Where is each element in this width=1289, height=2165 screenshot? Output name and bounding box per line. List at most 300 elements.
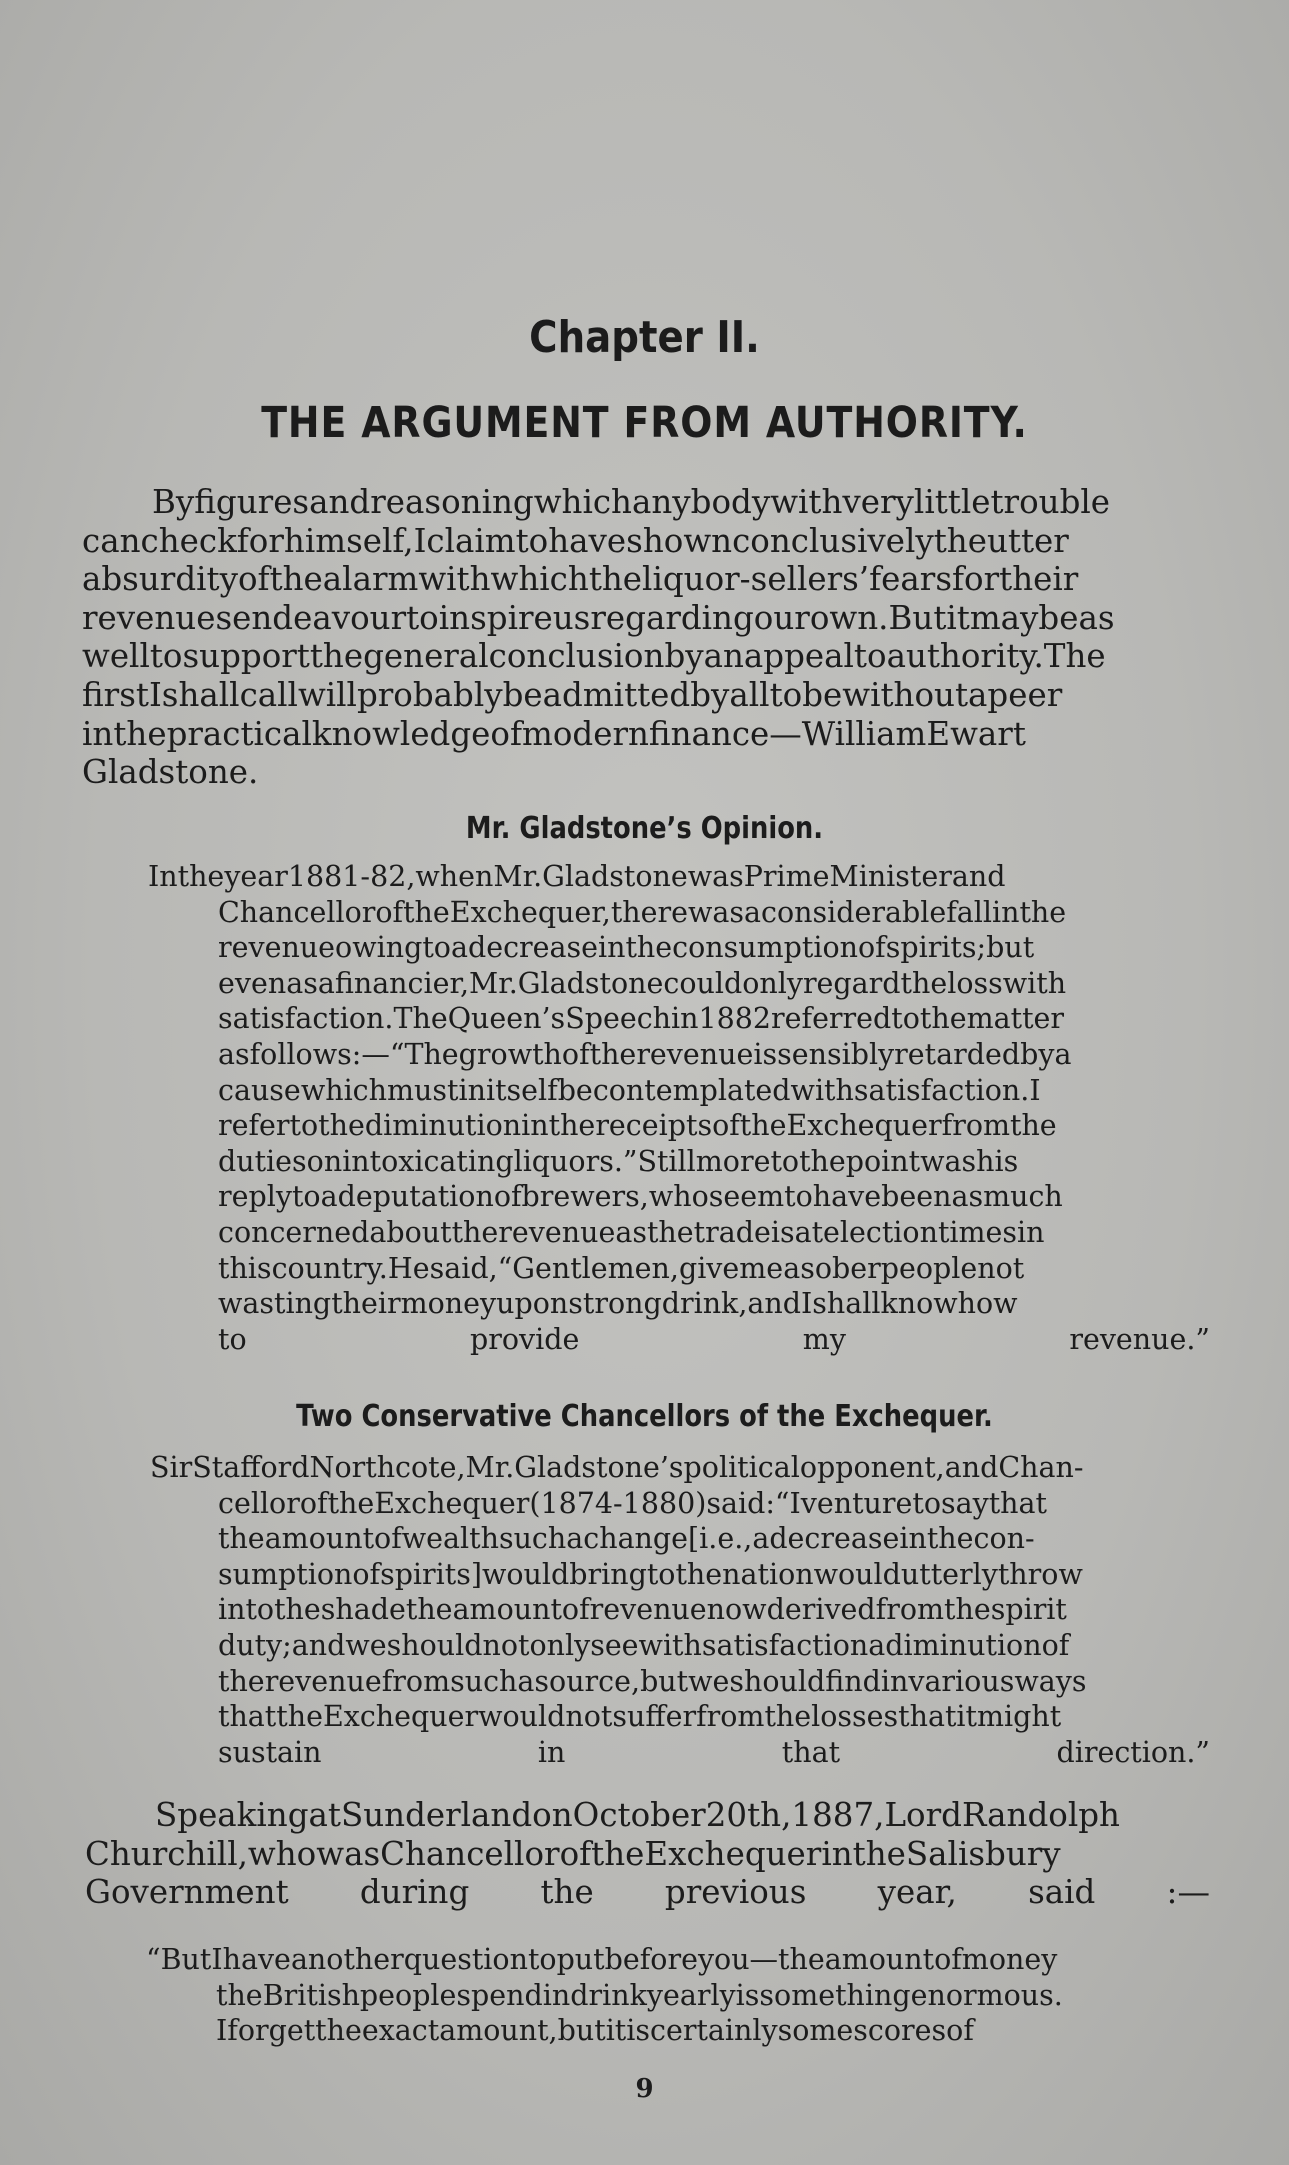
word: amount — [452, 1593, 562, 1627]
word: The — [1043, 637, 1106, 676]
word: amount — [824, 1943, 935, 1976]
word: only — [529, 1628, 591, 1662]
text-line — [82, 637, 1210, 676]
word: such — [450, 1664, 518, 1698]
word: should — [729, 1664, 826, 1698]
word: of — [712, 1109, 740, 1143]
word: the — [589, 1037, 637, 1071]
text-line — [85, 1835, 1210, 1874]
word: the — [548, 1109, 596, 1143]
word: venture — [800, 1486, 913, 1520]
word: claim — [426, 521, 516, 560]
word: by — [690, 675, 730, 714]
word: the — [625, 931, 673, 965]
word: revenue — [589, 1593, 707, 1627]
word: spirit — [990, 1593, 1067, 1627]
word: of — [1041, 1628, 1070, 1662]
text-line — [218, 1108, 1210, 1144]
word: Gentlemen, — [512, 1251, 679, 1285]
word: sober — [800, 1251, 881, 1285]
word: the — [675, 1557, 723, 1591]
word: Randolph — [961, 1796, 1120, 1834]
text-line: Government during the previous year, said :— — [85, 1873, 1210, 1912]
word: of — [561, 1037, 590, 1071]
text-line — [146, 1942, 1210, 1978]
word: very — [842, 483, 914, 521]
word: there — [610, 895, 689, 929]
word: decrease — [467, 931, 598, 965]
churchill-quote — [146, 1942, 1210, 2049]
word: anybody — [631, 483, 771, 521]
text-line — [218, 1144, 1210, 1180]
text-line: to provide my revenue.” — [218, 1322, 1210, 1356]
word: reply — [218, 1180, 292, 1214]
word: matter — [966, 1002, 1065, 1036]
text-line — [218, 1486, 1210, 1522]
word: revenue — [498, 1215, 616, 1249]
word: the — [218, 1522, 265, 1556]
word: in — [991, 895, 1020, 929]
word: should — [386, 1628, 483, 1662]
word: of — [490, 714, 523, 753]
word: us — [552, 598, 591, 637]
word: by — [664, 637, 704, 676]
word: that — [898, 1700, 957, 1734]
text-line — [218, 1179, 1210, 1215]
word: but — [986, 931, 1035, 965]
word: The — [404, 1037, 459, 1071]
intro-paragraph — [82, 483, 1210, 792]
text-line — [218, 966, 1210, 1002]
word: Exchequer, — [449, 895, 611, 929]
word: certainly — [650, 2014, 778, 2048]
word: to — [289, 1109, 319, 1143]
word: bring — [569, 1557, 647, 1591]
word: from — [941, 1109, 1010, 1143]
word: peer — [987, 675, 1063, 714]
word: his — [976, 1144, 1019, 1178]
word: satisfaction. — [218, 1002, 394, 1036]
word: the — [739, 1109, 787, 1143]
text-line — [218, 1251, 1210, 1287]
word: finance—William — [648, 714, 927, 753]
word: much — [983, 1180, 1063, 1214]
word: Northcote, — [309, 1451, 466, 1484]
word: wasting — [218, 1287, 332, 1321]
word: in — [880, 1664, 909, 1698]
word: reasoning — [370, 483, 534, 521]
word: spend — [456, 1978, 543, 2012]
word: must — [387, 1073, 459, 1107]
word: Gladstone’s — [514, 1451, 684, 1484]
word: the — [218, 1664, 265, 1698]
word: nation — [722, 1557, 814, 1591]
word: in — [542, 1978, 571, 2012]
word: their — [999, 560, 1079, 599]
word: I — [211, 1943, 223, 1976]
text-line — [82, 483, 1210, 522]
word: satisfaction — [701, 1628, 869, 1662]
word: referred — [771, 1002, 892, 1036]
word: brewers, — [521, 1180, 649, 1214]
word: Exchequer — [374, 1486, 530, 1520]
word: the — [451, 1215, 499, 1249]
word: I — [789, 1486, 801, 1520]
word: a — [968, 675, 988, 714]
text-line — [82, 560, 1210, 599]
word: in — [598, 931, 626, 965]
word: find — [825, 1664, 881, 1698]
word: on — [532, 1796, 573, 1834]
word: from — [696, 1700, 765, 1734]
word: wealth — [401, 1522, 499, 1556]
word: without — [842, 675, 969, 714]
word: the — [900, 966, 948, 1000]
word: in — [458, 1073, 486, 1107]
word: the — [933, 521, 987, 560]
word: deputation — [337, 1180, 494, 1214]
text-line — [82, 676, 1210, 715]
word: with — [638, 1628, 702, 1662]
word: Sir — [150, 1451, 193, 1484]
text-line — [218, 1557, 1210, 1593]
word: revenue — [218, 931, 336, 965]
word: a — [1054, 1037, 1072, 1071]
word: amount — [264, 1522, 375, 1556]
word: been — [881, 1180, 952, 1214]
word: sensibly — [777, 1037, 895, 1071]
word: how — [957, 1287, 1018, 1321]
text-line — [218, 1664, 1210, 1700]
word: which — [533, 483, 632, 521]
word: a — [752, 1522, 770, 1556]
word: the — [403, 895, 450, 929]
word: revenue — [264, 1664, 382, 1698]
text-line: sustain in that direction.” — [218, 1735, 1210, 1769]
word: probably — [356, 675, 503, 714]
word: Stafford — [192, 1451, 310, 1484]
text-line — [218, 930, 1210, 966]
word: source, — [534, 1664, 641, 1698]
text-line — [85, 1796, 1210, 1835]
word: into — [218, 1593, 275, 1627]
text-line — [218, 1073, 1210, 1109]
word: was — [316, 1834, 381, 1873]
word: a — [320, 1180, 338, 1214]
word: the — [405, 1593, 453, 1627]
word: growth — [458, 1037, 562, 1071]
word: such — [498, 1522, 567, 1556]
word: British — [262, 1978, 360, 2012]
word: regard — [802, 966, 901, 1000]
word: utterly — [900, 1557, 998, 1591]
text-line — [218, 1037, 1210, 1073]
word: own. — [809, 598, 889, 637]
text-line — [216, 2013, 1210, 2049]
word: was — [688, 895, 745, 929]
word: know — [880, 1287, 958, 1321]
word: can — [82, 521, 141, 560]
word: people — [359, 1978, 457, 2012]
word: only — [742, 966, 803, 1000]
word: retarded — [894, 1037, 1021, 1071]
word: when — [415, 860, 494, 893]
word: some — [777, 2014, 854, 2048]
word: with — [770, 483, 843, 521]
word: in — [899, 1522, 927, 1556]
word: the — [327, 1486, 375, 1520]
word: Chan- — [998, 1451, 1084, 1484]
word: refer — [218, 1109, 290, 1143]
word: of — [559, 1834, 592, 1873]
word: have — [548, 521, 627, 560]
word: the — [1019, 895, 1067, 929]
text-line — [218, 1521, 1210, 1557]
word: spirits; — [885, 931, 987, 965]
word: the — [269, 560, 323, 599]
word: spirits] — [380, 1557, 482, 1591]
churchill-paragraph — [85, 1796, 1210, 1912]
text-line — [82, 599, 1210, 638]
word: a — [783, 1251, 801, 1285]
text-line — [218, 1699, 1210, 1735]
word: of — [561, 1593, 590, 1627]
word: 1881-82, — [287, 860, 416, 893]
word: as — [951, 1180, 984, 1214]
word: “ — [146, 1943, 161, 1976]
word: to — [291, 1180, 321, 1214]
word: could — [663, 966, 743, 1000]
word: throw — [997, 1557, 1083, 1591]
word: Mr. — [469, 966, 518, 1000]
word: is — [735, 1978, 760, 2012]
word: the — [216, 1978, 263, 2012]
word: consumption — [672, 931, 858, 965]
word: said: — [706, 1486, 775, 1520]
gladstone-paragraph — [148, 859, 1210, 1357]
word: modern — [522, 714, 649, 753]
text-line — [218, 895, 1210, 931]
text-line — [218, 1592, 1210, 1628]
word: which — [300, 1073, 387, 1107]
word: on — [306, 1144, 343, 1178]
word: figures — [194, 483, 310, 521]
word: scores — [853, 2014, 947, 2048]
word: trouble — [990, 483, 1110, 521]
chapter-heading: THE ARGUMENT FROM AUTHORITY. — [261, 398, 1028, 448]
word: may — [969, 598, 1039, 637]
word: October — [572, 1796, 706, 1834]
word: a — [868, 1628, 886, 1662]
word: the — [177, 860, 225, 893]
word: He — [387, 1251, 430, 1285]
word: it — [605, 2014, 627, 2048]
word: Sunderland — [340, 1796, 533, 1834]
word: to — [646, 1557, 676, 1591]
word: I — [800, 1287, 813, 1321]
text-line — [82, 715, 1210, 754]
word: to — [527, 1943, 557, 1976]
word: the — [799, 1144, 846, 1178]
word: say — [941, 1486, 989, 1520]
section-heading-conservatives: Two Conservative Chancellors of the Exchequer. — [296, 1399, 993, 1434]
word: Chancellor — [218, 895, 376, 929]
word: Minister — [829, 860, 952, 893]
word: Still — [637, 1144, 696, 1178]
word: and — [747, 1287, 801, 1321]
word: another — [290, 1943, 404, 1976]
word: receipts — [595, 1109, 713, 1143]
word: it — [946, 598, 970, 637]
word: I — [148, 675, 162, 714]
word: in — [1017, 1215, 1045, 1249]
word: change — [583, 1522, 689, 1556]
word: before — [604, 1943, 698, 1976]
word: country. — [271, 1251, 388, 1285]
word: to — [149, 637, 183, 676]
word: himself, — [283, 521, 414, 560]
word: of — [493, 1180, 522, 1214]
word: Exchequer — [322, 1700, 479, 1734]
word: was — [687, 860, 744, 893]
word: who — [247, 1834, 317, 1873]
northcote-paragraph — [150, 1450, 1210, 1770]
word: cellor — [218, 1486, 300, 1520]
word: to — [912, 1486, 942, 1520]
word: intoxicating — [342, 1144, 514, 1178]
word: the — [318, 1109, 365, 1143]
word: decrease — [769, 1522, 900, 1556]
word: would — [813, 1557, 901, 1591]
word: of — [857, 931, 886, 965]
word: Churchill, — [85, 1834, 248, 1873]
word: [i.e., — [688, 1522, 753, 1556]
word: not — [482, 1628, 530, 1662]
word: conclusion — [488, 637, 665, 676]
word: in — [821, 1834, 853, 1873]
word: Exchequer — [644, 1834, 822, 1873]
section-heading-gladstone: Mr. Gladstone’s Opinion. — [465, 811, 824, 846]
word: Exchequer — [786, 1109, 942, 1143]
word: shall — [161, 675, 240, 714]
word: be — [1038, 598, 1079, 637]
word: would — [478, 1700, 566, 1734]
word: Speaking — [155, 1796, 309, 1834]
word: point — [845, 1144, 921, 1178]
word: put — [556, 1943, 605, 1976]
word: diminution — [364, 1109, 522, 1143]
word: admitted — [542, 675, 691, 714]
word: be — [802, 675, 843, 714]
word: have — [222, 1943, 291, 1976]
word: we — [345, 1628, 387, 1662]
word: as — [1078, 598, 1115, 637]
word: of — [299, 1486, 328, 1520]
word: shown — [626, 521, 733, 560]
word: upon — [496, 1287, 569, 1321]
word: authority. — [886, 637, 1044, 676]
word: amount, — [439, 2014, 558, 2048]
word: fall — [946, 895, 992, 929]
word: people — [880, 1251, 978, 1285]
word: absurdity — [82, 560, 238, 599]
text-line — [82, 522, 1210, 561]
word: now — [706, 1593, 767, 1627]
text-line — [148, 859, 1210, 895]
word: a — [744, 895, 762, 929]
word: the — [315, 2014, 362, 2048]
word: the — [588, 560, 643, 599]
word: utter — [986, 521, 1069, 560]
word: contemplated — [592, 1073, 791, 1107]
word: give — [678, 1251, 740, 1285]
word: follows — [249, 1037, 352, 1071]
word: a — [517, 1664, 535, 1698]
word: inspire — [438, 598, 553, 637]
word: from — [381, 1664, 451, 1698]
word: shall — [812, 1287, 881, 1321]
word: election — [823, 1215, 938, 1249]
word: have — [812, 1180, 882, 1214]
word: (1874-1880) — [529, 1486, 707, 1520]
word: strong — [568, 1287, 662, 1321]
word: a — [450, 931, 468, 965]
word: of — [237, 560, 270, 599]
word: to — [853, 637, 887, 676]
word: con- — [973, 1522, 1035, 1556]
word: that — [218, 1700, 277, 1734]
word: might — [977, 1700, 1062, 1734]
text-line: Gladstone. — [82, 753, 259, 792]
word: fears — [869, 560, 952, 599]
word: the — [944, 1593, 991, 1627]
word: political — [683, 1451, 800, 1484]
word: it — [956, 1700, 977, 1734]
word: concerned — [218, 1215, 370, 1249]
word: their — [331, 1287, 401, 1321]
text-line — [218, 1286, 1210, 1322]
word: and — [951, 860, 1006, 893]
text-line — [216, 1978, 1210, 2014]
word: revenue — [636, 1037, 754, 1071]
text-line — [218, 1628, 1210, 1664]
word: financier, — [334, 966, 470, 1000]
word: who — [648, 1180, 709, 1214]
word: to — [769, 675, 803, 714]
word: various — [908, 1664, 1015, 1698]
word: with — [1002, 966, 1067, 1000]
word: for — [236, 521, 284, 560]
word: suffer — [612, 1700, 697, 1734]
chapter-title: Chapter II. — [529, 312, 760, 363]
word: the — [1010, 1109, 1057, 1143]
word: itself — [485, 1073, 558, 1107]
word: 1887, — [791, 1796, 885, 1834]
word: support — [182, 637, 310, 676]
word: By — [152, 483, 195, 521]
word: conclusively — [732, 521, 934, 560]
word: I — [216, 2014, 228, 2048]
word: all — [729, 675, 770, 714]
word: “ — [774, 1486, 790, 1520]
word: appeal — [743, 637, 854, 676]
word: for — [952, 560, 1000, 599]
word: the — [852, 1834, 906, 1873]
word: and — [291, 1628, 346, 1662]
word: even — [218, 966, 287, 1000]
word: the — [926, 1522, 974, 1556]
word: said, — [429, 1251, 498, 1285]
